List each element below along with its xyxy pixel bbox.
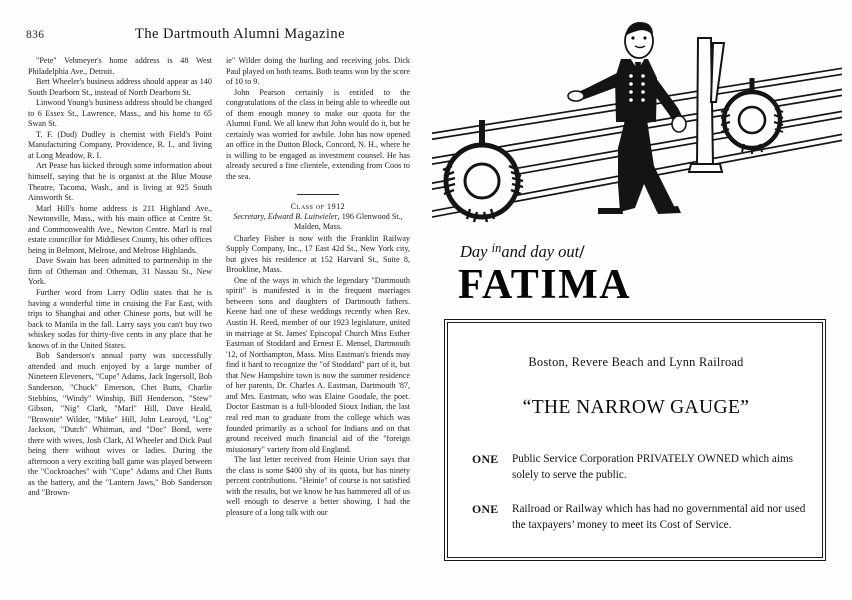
class-heading: Class of 1912 bbox=[290, 201, 346, 211]
tagline-part-2: and day out bbox=[501, 242, 580, 261]
secretary-name: Edward B. Luitwieler bbox=[267, 211, 338, 221]
paragraph: Charley Fisher is now with the Franklin Railway Supply Company, Inc., 17 East 42d St., New York city, but gives his residence at 152 Harvard St., Suite 8, Brookline, Mass. bbox=[226, 233, 410, 275]
paragraph: Bert Wheeler's business address should appear as 140 South Dearborn St., instead of North Dearborn St. bbox=[28, 77, 212, 97]
paragraph: The last letter received from Heinie Urion says that the class is some $400 shy of its quota, but has ninety percent contributions. "Heinie" of course is not satisfied with the results, but we know he has hammered all of us well enough to deserve a better showing. I had the pleasure of a long talk with our bbox=[226, 455, 410, 517]
column-right bbox=[226, 56, 410, 561]
paragraph: Bob Sanderson's annual party was successfully attended and much enjoyed by a large number of Nineteen Eleveners, "Cupe" Adams, Jack Ingersoll, Bob Sanderson, "Chuck" Emerson, Chet Butts, Charlie Stebbins, "Windy" Winship, Bill Henderson, "Stew" Gibson, "Nig" Clark, "Marl" Hill, Dave Heald, "Brownie" Wilder, "Mike" Hill, John Learoyd, "Log" Jackson, "Dutch" Whitman, and "Doc" Bond, were there with wives, Josh Clark, Al Wheeler and Dick Paul being there without wives or ladies. During the afternoon a very exciting ball game was played between the "Cockroaches" with "Cupe" Adams and Chet Butts as the battery, and the "Lantern Jaws," Bob Sanderson and "Brown- bbox=[28, 351, 212, 498]
advertisement-page bbox=[424, 0, 852, 600]
fatima-brand-wordmark: FATIMA bbox=[458, 262, 632, 308]
paragraph: Art Pease has kicked through some information about himself, saying that he is organist at the Blue Mouse Theatre, Tacoma, Wash., and is living at 925 South Ainsworth St. bbox=[28, 161, 212, 203]
point-body-text: Railroad or Railway which has had no governmental aid nor used the taxpayers’ money to meet its Cost of Service. bbox=[512, 503, 806, 531]
point-lead-word: ONE bbox=[472, 502, 499, 516]
tagline-part-1: Day bbox=[460, 242, 492, 261]
tagline-superscript: in bbox=[491, 241, 502, 255]
paragraph: ie" Wilder doing the hurling and receiving jobs. Dick Paul played on both teams. Both teams won by the score of 10 to 9. bbox=[226, 56, 410, 87]
class-secretary-line bbox=[226, 212, 410, 233]
railroad-company-name: Boston, Revere Beach and Lynn Railroad bbox=[528, 355, 744, 369]
railroad-selling-point bbox=[472, 501, 808, 533]
text-page bbox=[0, 0, 424, 600]
point-lead-word: ONE bbox=[472, 452, 499, 466]
magazine-title: The Dartmouth Alumni Magazine bbox=[135, 26, 345, 42]
column-left bbox=[28, 56, 212, 561]
paragraph: Dave Swain has been admitted to partnership in the firm of Otheman and Otheman, 31 Nassau St., New York. bbox=[28, 256, 212, 287]
sailor-on-ship-deck-illustration bbox=[432, 16, 842, 224]
railroad-advertisement bbox=[447, 322, 823, 558]
paragraph: T. F. (Dud) Dudley is chemist with Field's Point Manufacturing Company, Providence, R. I., and living at Long Meadow, R. I. bbox=[28, 129, 212, 160]
fatima-advertisement bbox=[432, 16, 842, 306]
paragraph: One of the ways in which the legendary "Dartmouth spirit" is manifested is in the frequent marriages between sons and daughters of Dartmouth fathers. Keene had one of these weddings recently when Rev. Austin H. Reed, member of our 1923 legislature, united in marriage at St. James' Episcopal Church Miss Esther Eastman of Stoddard and Ernest E. Mensel, Dartmouth '12, of Northampton, Mass. Miss Eastman's friends may find it hard to recognize the "of Stoddard" part of it, but that New Hampshire town is now the summer residence of her parents, Dr. Charles A. Eastman, Dartmouth '87, and Mrs. Eastman, who was Elaine Goodale, the poet. Doctor Eastman is a full-blooded Sioux Indian, the last real red man to graduate from the college which was founded primarily as a school for Indians and on that ground received much financial aid of the "foreign missionary" variety from old England. bbox=[226, 275, 410, 454]
paragraph: "Pete" Vehmeyer's home address is 48 West Philadelphia Ave., Detroit. bbox=[28, 56, 212, 76]
railroad-slogan: “THE NARROW GAUGE” bbox=[522, 397, 750, 418]
tagline-slash: / bbox=[579, 242, 585, 263]
page-masthead bbox=[26, 26, 406, 48]
secretary-address: , 196 Glenwood St., Malden, Mass. bbox=[293, 211, 403, 232]
page-number: 836 bbox=[26, 29, 45, 41]
article-columns bbox=[28, 56, 410, 561]
paragraph: Further word from Larry Odlin states that he is having a wonderful time in cruising the Far East, with trips to Shanghai and other Chinese ports, but will be back to Manila in the fall. Larry says you can't buy two whiskey sodas for thirty-five cents in any place that he knows of in the United States. bbox=[28, 288, 212, 350]
paragraph: Marl Hill's home address is 211 Highland Ave., Newtonville, Mass., with his main office at Centre St. and Commonwealth Ave., Newton Centre. Marl is real estate councillor for Middlesex County, his other offices being in Belmont, Melrose, and Melrose Highlands. bbox=[28, 203, 212, 255]
fatima-tagline bbox=[460, 241, 790, 264]
secretary-label: Secretary, bbox=[233, 211, 268, 221]
railroad-selling-point bbox=[472, 451, 808, 483]
section-divider-rule bbox=[297, 194, 339, 195]
paragraph: John Pearson certainly is entitled to the congratulations of the class in being able to wheedle out of them enough money to make our quota for the Alumni Fund. We all knew that John would do it, but he certainly was worried for awhile. John has now opened an office in the Dutton Block, Concord, N. H., where he is willing to be engaged as investment counsel. He has already secured a fine clientele, extending from Coos to the sea. bbox=[226, 87, 410, 182]
paragraph: Linwood Young's business address should be changed to 6 Essex St., Lawrence, Mass., and his home to 65 Swan St. bbox=[28, 98, 212, 129]
point-body-text: Public Service Corporation PRIVATELY OWNED which aims solely to serve the public. bbox=[512, 453, 794, 481]
